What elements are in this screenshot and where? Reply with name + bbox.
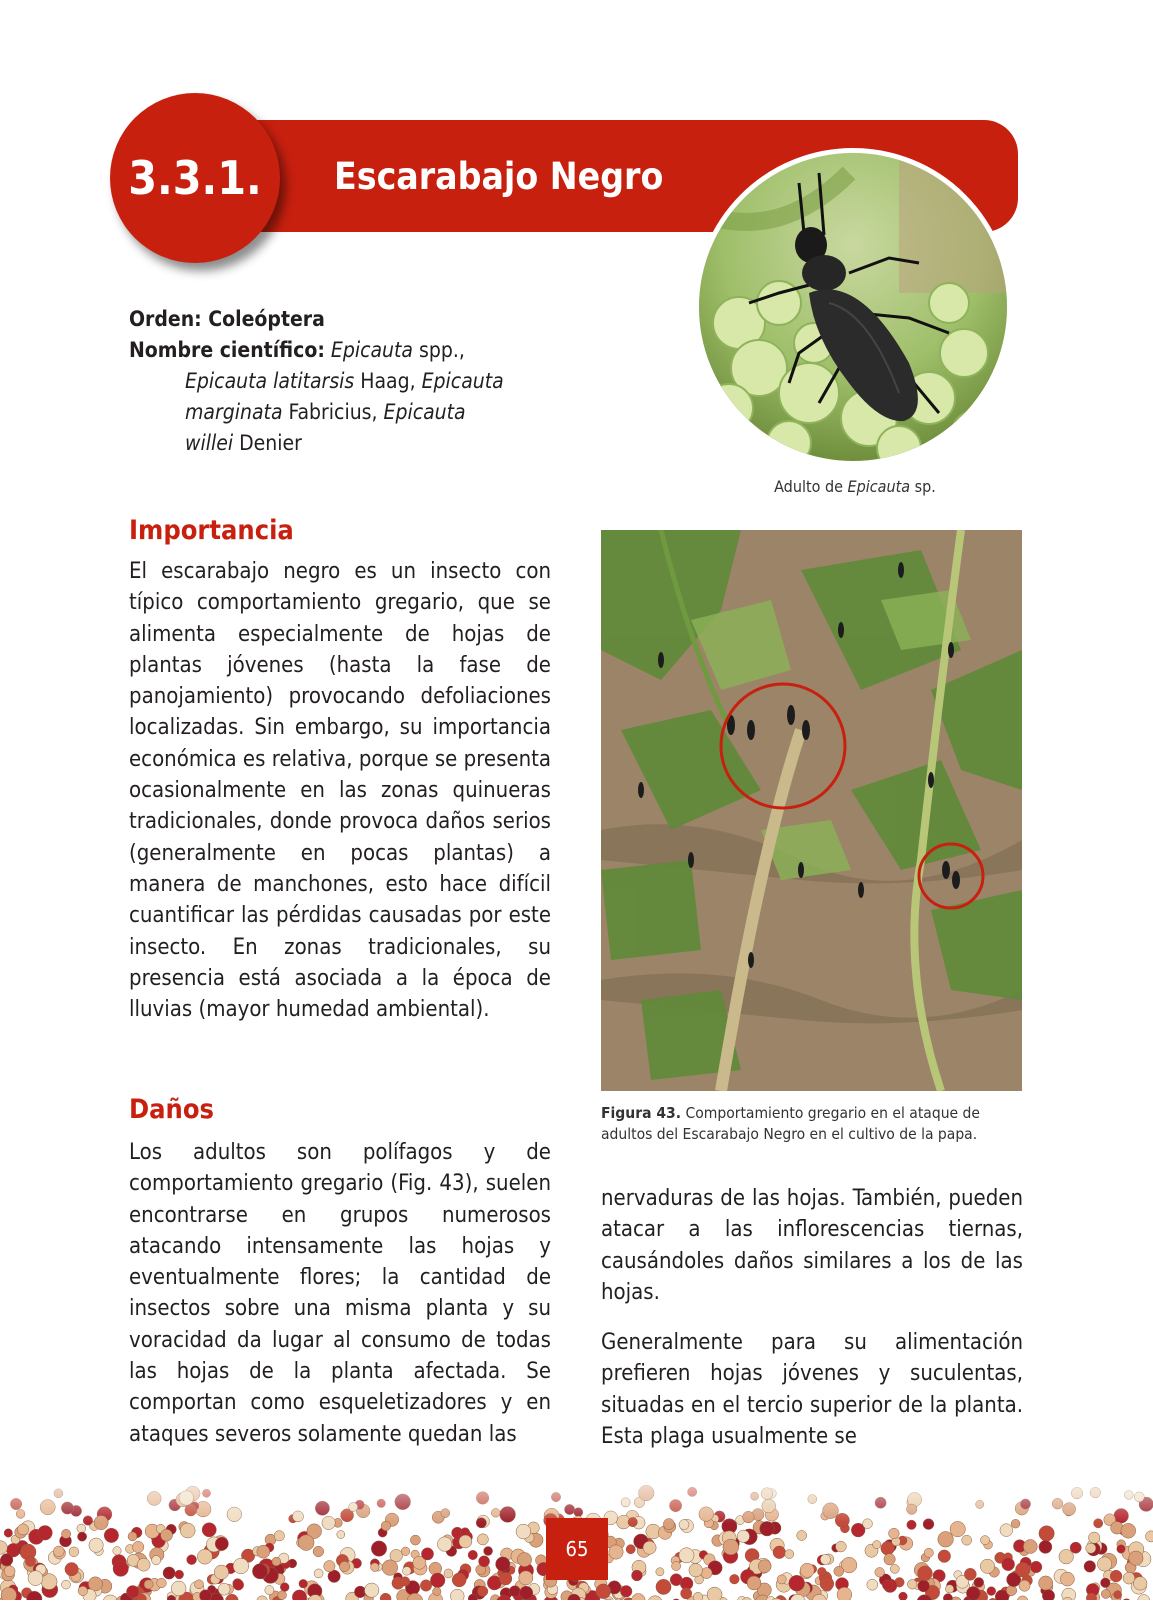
sci-genus-5: Epicauta: [384, 400, 466, 424]
field-illustration: [601, 530, 1022, 1091]
photo-caption: [700, 477, 1010, 496]
sci-rest-2: Haag,: [354, 369, 421, 393]
beetle-photo: [694, 148, 1012, 466]
section-number: 3.3.1.: [110, 93, 280, 263]
page-title: Escarabajo Negro: [334, 155, 663, 198]
sci-rest-4: Fabricius,: [283, 400, 384, 424]
scientific-name-line: [129, 335, 569, 366]
orden-line: Orden: Coleóptera: [129, 304, 569, 335]
sci-species-2: Epicauta latitarsis: [185, 369, 354, 393]
sci-genus-3: Epicauta: [422, 369, 504, 393]
caption-prefix: Adulto de: [774, 477, 847, 496]
sci-species-4: marginata: [185, 400, 283, 424]
alimentacion-paragraph: Generalmente para su alimentación prefieren hojas jóvenes y suculentas, situadas en el tercio superior de la planta. Esta plaga usualmente se: [601, 1327, 1023, 1452]
caption-suffix: sp.: [910, 477, 936, 496]
sci-genus-1: Epicauta: [331, 338, 413, 362]
scientific-name-label: Nombre científico:: [129, 338, 325, 362]
importancia-heading: Importancia: [129, 515, 294, 546]
beetle-illustration: [699, 153, 1007, 461]
scientific-name-line-3: [129, 397, 569, 428]
danos-continued-paragraph: nervaduras de las hojas. También, pueden atacar a las inflorescencias tiernas, causándoles daños similares a los de las hojas.: [601, 1183, 1023, 1308]
caption-genus: Epicauta: [848, 477, 911, 496]
sci-rest-1: spp.,: [413, 338, 465, 362]
page-number: 65: [546, 1518, 608, 1580]
figure-caption-text: Comportamiento gregario en el ataque de adultos del Escarabajo Negro en el cultivo de la papa.: [601, 1104, 980, 1143]
figure-label: Figura 43.: [601, 1104, 681, 1122]
scientific-name-line-4: [129, 428, 569, 459]
taxonomy-block: [129, 304, 569, 459]
field-photo: [601, 530, 1022, 1091]
sci-species-6: willei: [185, 431, 233, 455]
figure-caption: [601, 1103, 1022, 1145]
importancia-paragraph: El escarabajo negro es un insecto con típico comportamiento gregario, que se alimenta especialmente de hojas de plantas jóvenes (hasta la fase de panojamiento) provocando defoliaciones localizadas. Sin embargo, su importancia económica es relativa, porque se presenta ocasionalmente en las zonas quinueras tradicionales, donde provoca daños serios (generalmente en pocas plantas) a manera de manchones, esto hace difícil cuantificar las pérdidas causadas por este insecto. En zonas tradicionales, su presencia está asociada a la época de lluvias (mayor humedad ambiental).: [129, 556, 551, 1025]
sci-rest-6: Denier: [233, 431, 302, 455]
danos-paragraph: Los adultos son polífagos y de comportamiento gregario (Fig. 43), suelen encontrarse en grupos numerosos atacando intensamente las hojas y eventualmente flores; la cantidad de insectos sobre una misma planta y su voracidad da lugar al consumo de todas las hojas de la planta afectada. Se comportan como esqueletizadores y en ataques severos solamente quedan las: [129, 1137, 551, 1450]
scientific-name-line-2: [129, 366, 569, 397]
danos-heading: Daños: [129, 1094, 214, 1125]
